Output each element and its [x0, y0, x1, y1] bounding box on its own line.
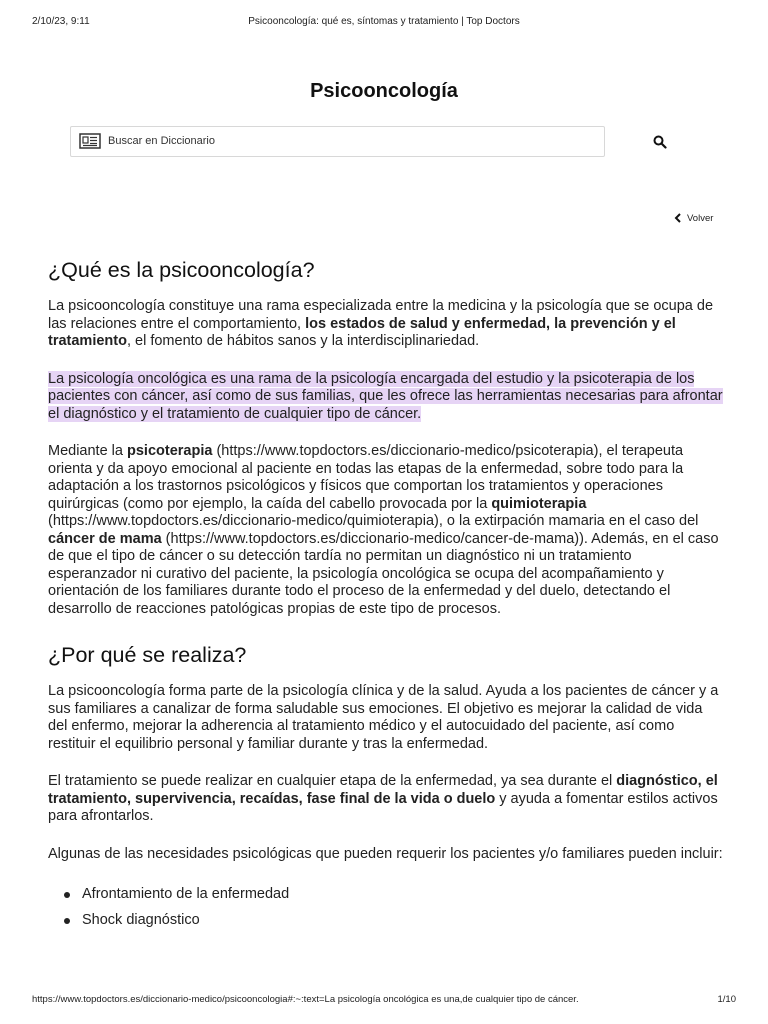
page-title: Psicooncología: [310, 80, 458, 102]
section-heading-why: ¿Por qué se realiza?: [48, 643, 247, 667]
back-link[interactable]: [674, 213, 713, 224]
bold-text: los estados de salud y enfermedad, la prevención y el tratamiento: [48, 315, 676, 349]
highlighted-paragraph: [48, 371, 723, 424]
article-body: [48, 255, 723, 933]
text: (https://www.topdoctors.es/diccionario-medico/cancer-de-mama)). Además, en el caso de que el tipo de cáncer o su detección tardía no permitan un diagnóstico ni un tratamiento esperanzador ni curativo del paciente, la psicología oncológica se ocupa del acompañamiento y orientación de los familiares durante todo el proceso de la enfermedad y del duelo, detectando el desarrollo de reacciones patológicas propias de este tipo de procesos.: [48, 530, 719, 617]
text: La psicooncología constituye una rama especializada entre la medicina y la psicología que se ocupa de las relaciones entre el comportamiento,: [48, 298, 714, 332]
text: (https://www.topdoctors.es/diccionario-medico/quimioterapia), o la extirpación mamaria en el caso del: [48, 513, 699, 529]
text: , el fomento de hábitos sanos y la interdisciplinariedad.: [126, 333, 480, 349]
bold-text: psicoterapia: [127, 443, 213, 459]
text: y ayuda a fomentar estilos activos para afrontarlos.: [48, 790, 718, 824]
list-item: Shock diagnóstico: [82, 907, 723, 933]
text: (https://www.topdoctors.es/diccionario-medico/psicoterapia), el terapeuta orienta y da apoyo emocional al paciente en todas las etapas de la enfermedad, sobre todo para la adaptación a los trastornos psicológicos y físicos que comportan los tratamientos y operaciones quirúrgicas (como por ejemplo, la caída del cabello provocada por la: [48, 443, 684, 512]
text: Mediante la: [48, 443, 127, 459]
needs-list: [48, 881, 723, 933]
paragraph: [48, 443, 723, 618]
search-icon[interactable]: [653, 135, 667, 149]
paragraph: [48, 298, 723, 351]
search-placeholder: Buscar en Diccionario: [108, 135, 215, 147]
section-heading-what: ¿Qué es la psicooncología?: [48, 258, 315, 282]
page-number: 1/10: [717, 994, 736, 1005]
bold-text: diagnóstico, el tratamiento, supervivencia, recaídas, fase final de la vida o duelo: [48, 773, 718, 807]
chevron-left-icon: [674, 213, 683, 223]
search-input[interactable]: [70, 126, 605, 157]
paragraph: [48, 773, 723, 826]
bold-text: cáncer de mama: [48, 530, 162, 547]
print-url: https://www.topdoctors.es/diccionario-medico/psicooncologia#:~:text=La psicología oncológica es una,de cualquier tipo de cáncer.: [32, 994, 579, 1005]
print-date: 2/10/23, 9:11: [32, 16, 90, 27]
back-label: Volver: [687, 213, 714, 224]
text: El tratamiento se puede realizar en cualquier etapa de la enfermedad, ya sea durante el: [48, 773, 617, 789]
list-item: Afrontamiento de la enfermedad: [82, 881, 723, 907]
dictionary-icon: [79, 133, 101, 149]
highlighted-text: La psicología oncológica es una rama de la psicología encargada del estudio y la psicoterapia de los pacientes con cáncer, así como de sus familias, que les ofrece las herramientas necesarias para afrontar el diagnóstico y el tratamiento de cualquier tipo de cáncer.: [48, 370, 723, 422]
print-footer: [32, 994, 736, 1006]
bold-text: quimioterapia: [491, 495, 587, 512]
print-document-title: Psicooncología: qué es, síntomas y tratamiento | Top Doctors: [248, 16, 520, 27]
print-header: [32, 16, 736, 30]
paragraph: La psicooncología forma parte de la psicología clínica y de la salud. Ayuda a los pacientes de cáncer y a sus familiares a canalizar de forma saludable sus emociones. El objetivo es mejorar la calidad de vida del enfermo, mejorar la adherencia al tratamiento médico y el autocuidado del paciente, así como restituir el equilibrio personal y familiar durante y tras la enfermedad.: [48, 683, 719, 752]
paragraph: Algunas de las necesidades psicológicas que pueden requerir los pacientes y/o familiares pueden incluir:: [48, 845, 723, 862]
